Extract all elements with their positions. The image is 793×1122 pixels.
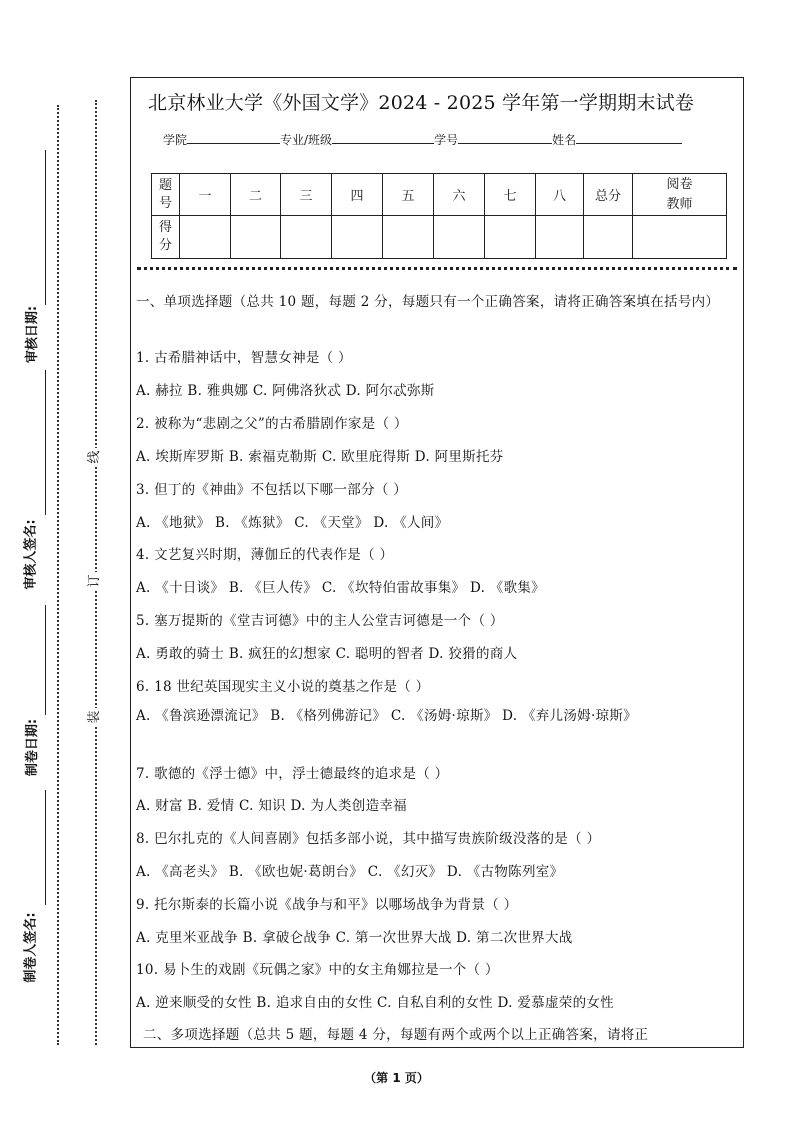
reviewer-sign-line xyxy=(45,370,46,515)
column-header: 三 xyxy=(281,174,332,216)
score-cell[interactable] xyxy=(231,216,281,259)
score-cell[interactable] xyxy=(180,216,231,259)
question-options: A. 《十日谈》 B. 《巨人传》 C. 《坎特伯雷故事集》 D. 《歌集》 xyxy=(136,580,545,596)
column-header: 二 xyxy=(231,174,281,216)
major-field[interactable] xyxy=(332,131,434,144)
column-header: 五 xyxy=(383,174,434,216)
score-table-score-row xyxy=(152,216,727,259)
student-id-field[interactable] xyxy=(458,131,552,144)
student-info-row xyxy=(163,131,682,148)
section2-heading: 二、多项选择题（总共 5 题，每题 4 分，每题有两个或两个以上正确答案，请将正 xyxy=(143,1027,649,1043)
question-stem: 2. 被称为“悲剧之父”的古希腊剧作家是（ ） xyxy=(136,416,408,432)
question-options: A. 埃斯库罗斯 B. 索福克勒斯 C. 欧里庇得斯 D. 阿里斯托芬 xyxy=(136,449,504,465)
make-date-label: 制卷日期: xyxy=(25,718,41,777)
question-options: A. 《鲁滨逊漂流记》 B. 《格列佛游记》 C. 《汤姆·琼斯》 D. 《弃儿汤姆·琼斯》 xyxy=(136,708,637,724)
score-cell[interactable] xyxy=(434,216,485,259)
binding-dotted-line-outer xyxy=(57,105,59,1045)
column-header: 一 xyxy=(180,174,231,216)
score-table-header-row xyxy=(152,174,727,216)
reviewer-sign-label: 审核人签名: xyxy=(23,519,39,590)
score-cell[interactable] xyxy=(536,216,584,259)
maker-sign-label: 制卷人签名: xyxy=(23,912,39,983)
row-label-score: 得 分 xyxy=(152,216,180,259)
question-stem: 1. 古希腊神话中，智慧女神是（ ） xyxy=(136,350,352,366)
college-label: 学院 xyxy=(163,133,188,147)
score-cell[interactable] xyxy=(485,216,536,259)
question-options: A. 勇敢的骑士 B. 疯狂的幻想家 C. 聪明的智者 D. 狡猾的商人 xyxy=(136,646,518,662)
exam-title: 北京林业大学《外国文学》2024 - 2025 学年第一学期期末试卷 xyxy=(148,92,695,114)
review-date-label: 审核日期: xyxy=(25,305,41,364)
question-stem: 6. 18 世纪英国现实主义小说的奠基之作是（ ） xyxy=(136,679,430,695)
binding-char-zhuang: 装 xyxy=(86,708,104,726)
question-stem: 9. 托尔斯泰的长篇小说《战争与和平》以哪场战争为背景（ ） xyxy=(136,897,518,913)
question-stem: 10. 易卜生的戏剧《玩偶之家》中的女主角娜拉是一个（ ） xyxy=(136,962,499,978)
question-stem: 4. 文艺复兴时期，薄伽丘的代表作是（ ） xyxy=(136,547,394,563)
binding-char-line: 线 xyxy=(86,448,104,466)
column-header-grader: 阅卷 教师 xyxy=(633,174,727,216)
name-field[interactable] xyxy=(576,131,682,144)
question-options: A. 财富 B. 爱情 C. 知识 D. 为人类创造幸福 xyxy=(136,798,407,814)
question-options: A. 《地狱》 B. 《炼狱》 C. 《天堂》 D. 《人间》 xyxy=(136,515,449,531)
maker-sign-line xyxy=(45,790,46,905)
grader-cell[interactable] xyxy=(633,216,727,259)
question-stem: 5. 塞万提斯的《堂吉诃德》中的主人公堂吉诃德是一个（ ） xyxy=(136,613,504,629)
college-field[interactable] xyxy=(187,131,280,144)
column-header: 七 xyxy=(485,174,536,216)
major-label: 专业/班级 xyxy=(280,133,333,147)
question-options: A. 赫拉 B. 雅典娜 C. 阿佛洛狄忒 D. 阿尔忒弥斯 xyxy=(136,383,435,399)
make-date-line xyxy=(45,605,46,715)
column-header-total: 总分 xyxy=(584,174,633,216)
question-options: A. 逆来顺受的女性 B. 追求自由的女性 C. 自私自利的女性 D. 爱慕虚荣的女性 xyxy=(136,995,614,1011)
question-stem: 3. 但丁的《神曲》不包括以下哪一部分（ ） xyxy=(136,482,408,498)
header-separator xyxy=(137,267,737,270)
score-cell-total[interactable] xyxy=(584,216,633,259)
section1-heading: 一、单项选择题（总共 10 题，每题 2 分，每题只有一个正确答案，请将正确答案填在括号内） xyxy=(136,294,720,310)
score-table xyxy=(151,173,727,259)
name-label: 姓名 xyxy=(552,133,577,147)
review-date-line xyxy=(45,150,46,305)
question-stem: 7. 歌德的《浮士德》中，浮士德最终的追求是（ ） xyxy=(136,766,449,782)
row-label-question-number: 题 号 xyxy=(152,174,180,216)
binding-char-ding: 订 xyxy=(86,572,104,590)
column-header: 四 xyxy=(332,174,383,216)
column-header: 八 xyxy=(536,174,584,216)
page-number: （第 1 页） xyxy=(364,1071,429,1085)
question-stem: 8. 巴尔扎克的《人间喜剧》包括多部小说，其中描写贵族阶级没落的是（ ） xyxy=(136,831,601,847)
score-cell[interactable] xyxy=(332,216,383,259)
question-options: A. 《高老头》 B. 《欧也妮·葛朗台》 C. 《幻灭》 D. 《古物陈列室》 xyxy=(136,864,564,880)
student-id-label: 学号 xyxy=(434,133,459,147)
score-cell[interactable] xyxy=(281,216,332,259)
column-header: 六 xyxy=(434,174,485,216)
question-options: A. 克里米亚战争 B. 拿破仑战争 C. 第一次世界大战 D. 第二次世界大战 xyxy=(136,930,573,946)
score-cell[interactable] xyxy=(383,216,434,259)
